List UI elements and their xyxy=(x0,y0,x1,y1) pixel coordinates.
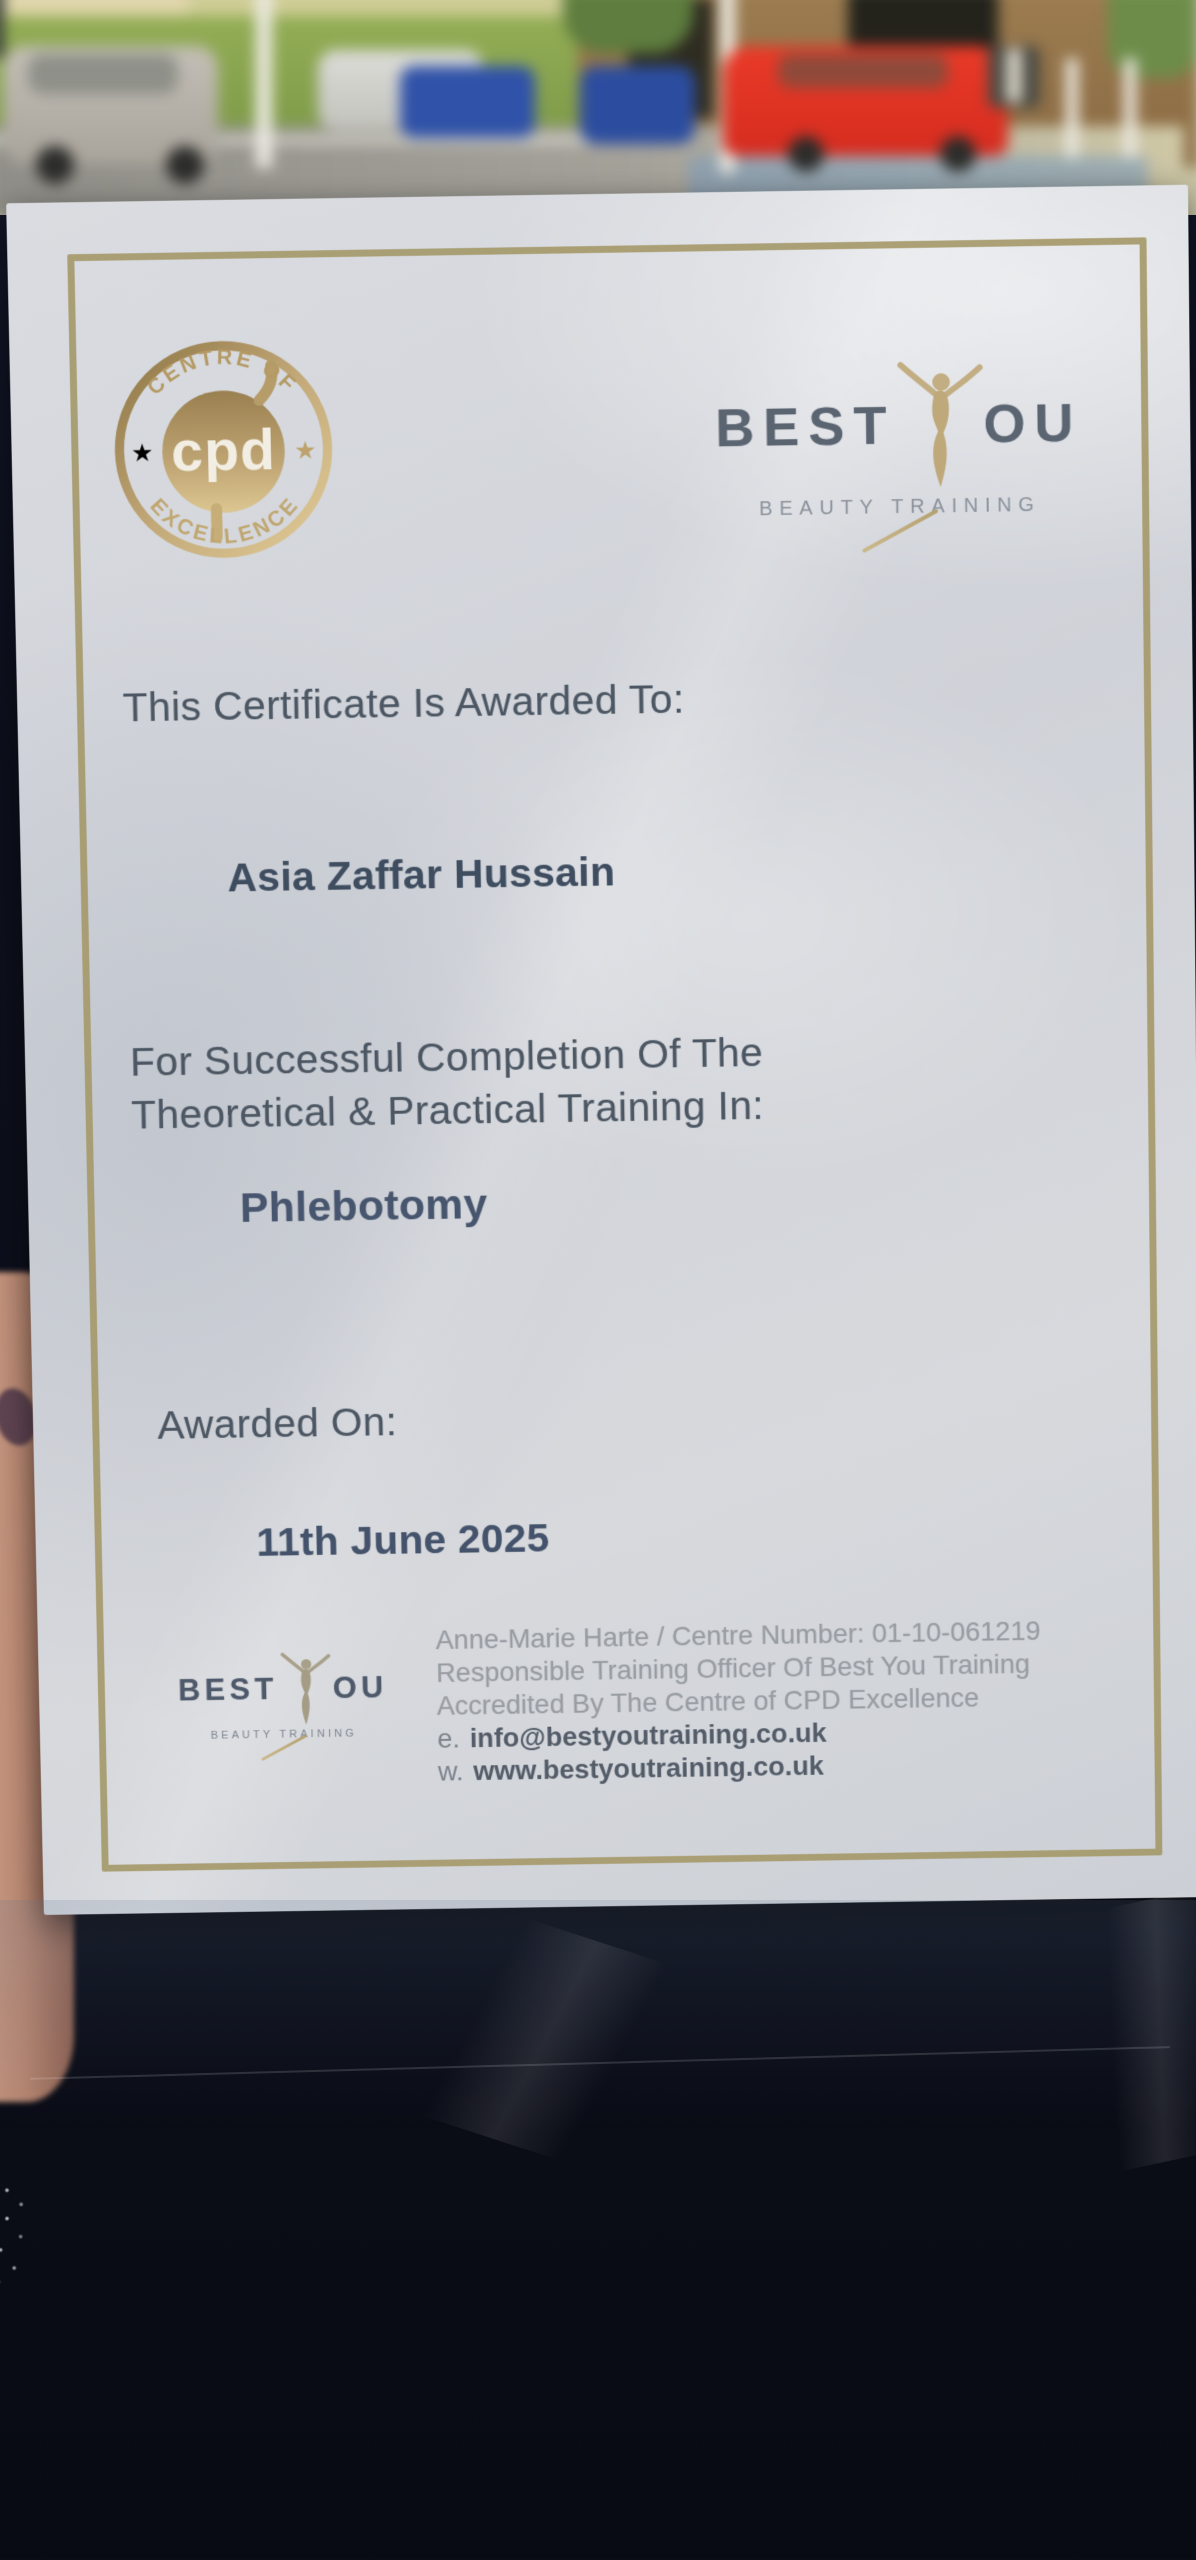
silver-car-windows xyxy=(28,54,178,94)
cpd-excellence-badge-icon xyxy=(109,336,338,563)
red-car-windows xyxy=(778,54,948,88)
dancer-figure-icon xyxy=(279,1649,332,1729)
awarded-to-line: This Certificate Is Awarded To: xyxy=(122,675,685,731)
trees xyxy=(1108,0,1196,78)
brand-ou-text: OU xyxy=(983,392,1083,455)
web-prefix: w. xyxy=(437,1756,464,1787)
completion-statement xyxy=(130,1026,765,1142)
email-address: info@bestyoutraining.co.uk xyxy=(469,1717,827,1754)
pedestrian xyxy=(1006,48,1022,103)
brand-tagline: BEAUTY TRAINING xyxy=(759,493,1041,521)
footer-contact-block xyxy=(435,1613,1146,1788)
bollard xyxy=(1124,58,1136,158)
completion-line-1: For Successful Completion Of The xyxy=(129,1029,764,1085)
photo-blur-layer xyxy=(0,0,1196,215)
course-name: Phlebotomy xyxy=(239,1180,489,1232)
car-wheel xyxy=(166,146,204,184)
awarded-on-label: Awarded On: xyxy=(156,1399,398,1448)
cpd-center-text: cpd xyxy=(170,418,277,484)
accreditation-line: Accredited By The Centre of CPD Excellence xyxy=(436,1682,980,1721)
blue-car xyxy=(400,66,535,138)
cpd-star-left-icon: ★ xyxy=(130,440,154,468)
bestyou-logo xyxy=(708,354,1089,536)
car-wheel xyxy=(940,136,976,172)
dancer-figure-icon xyxy=(895,356,984,495)
car-wheel xyxy=(788,136,824,172)
trees xyxy=(563,0,693,53)
role-line: Responsible Training Officer Of Best You Training xyxy=(435,1648,1031,1688)
email-prefix: e. xyxy=(437,1723,461,1754)
completion-line-2: Theoretical & Practical Training In: xyxy=(130,1082,765,1138)
blue-car xyxy=(580,66,695,144)
award-date: 11th June 2025 xyxy=(256,1515,550,1565)
officer-line: Anne-Marie Harte / Centre Number: 01-10-061219 xyxy=(435,1615,1041,1655)
website-address: www.bestyoutraining.co.uk xyxy=(473,1750,824,1786)
plastic-shine xyxy=(1035,1882,1196,2178)
cpd-bottom-arc-text: EXCELLENCE xyxy=(145,492,304,549)
car-wheel xyxy=(36,146,74,184)
recipient-name: Asia Zaffar Hussain xyxy=(227,848,616,901)
lamp-post xyxy=(256,0,272,168)
brand-ou-text: OU xyxy=(332,1670,389,1705)
certificate xyxy=(6,185,1196,1915)
cpd-top-arc-text: CENTRE OF xyxy=(142,344,303,400)
dark-edge xyxy=(0,0,4,58)
beaded-bracelet xyxy=(0,2179,50,2303)
bestyou-logo-small xyxy=(154,1648,412,1752)
parking-lot-photo xyxy=(0,0,1196,215)
brand-best-text: BEST xyxy=(177,1671,279,1708)
brand-tagline: BEAUTY TRAINING xyxy=(210,1727,358,1742)
brand-best-text: BEST xyxy=(714,395,897,459)
cpd-star-right-icon: ★ xyxy=(293,437,317,465)
bollard xyxy=(1066,58,1078,158)
